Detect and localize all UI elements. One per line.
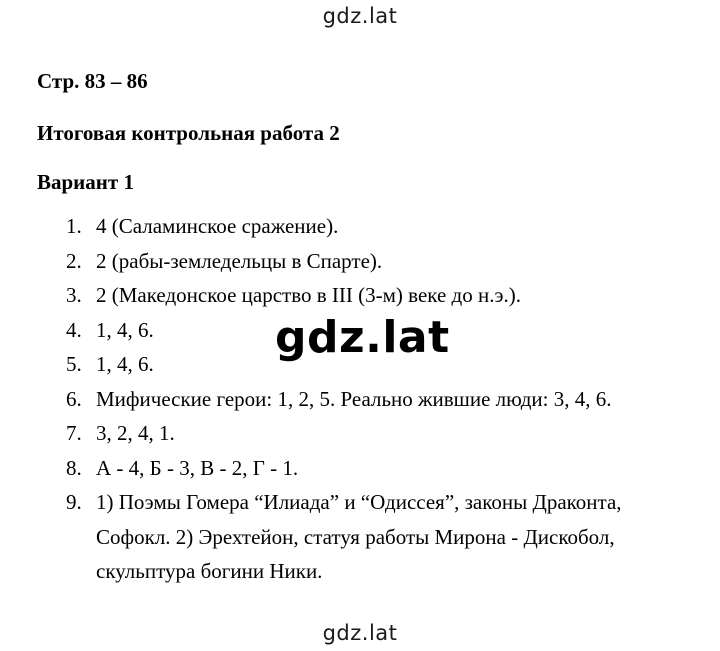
answer-text (96, 382, 706, 417)
answer-item-2 (66, 244, 706, 279)
answer-number: 8. (66, 455, 82, 480)
page-range-heading: Стр. 83 – 86 (37, 69, 148, 93)
answer-line: 1, 4, 6. (96, 352, 154, 376)
watermark-bottom: gdz.lat (322, 621, 398, 645)
answer-number: 3. (66, 283, 82, 307)
answer-text (96, 209, 706, 244)
answer-text (96, 485, 706, 589)
answer-number: 6. (66, 386, 82, 411)
answer-number: 1. (66, 214, 82, 238)
answer-line: Софокл. 2) Эрехтейон, статуя работы Мирона - Дискобол, (96, 524, 615, 549)
answer-item-1 (66, 209, 706, 244)
answer-line: Мифические герои: 1, 2, 5. Реально жившие люди: 3, 4, 6. (96, 386, 612, 411)
answer-line: А - 4, Б - 3, В - 2, Г - 1. (96, 455, 299, 480)
answer-line: 4 (Саламинское сражение). (96, 214, 339, 238)
answer-number: 9. (66, 490, 82, 514)
watermark-top: gdz.lat (322, 4, 398, 28)
answer-number: 7. (66, 421, 82, 445)
test-title-heading: Итоговая контрольная работа 2 (37, 121, 340, 145)
answer-line: 1, 4, 6. (96, 317, 154, 342)
answer-item-9 (66, 485, 706, 589)
answer-item-3 (66, 278, 706, 313)
answer-line: 2 (рабы-земледельцы в Спарте). (96, 248, 383, 273)
answer-text (96, 416, 706, 451)
variant-heading: Вариант 1 (37, 170, 134, 194)
answer-number: 2. (66, 248, 82, 273)
answer-item-8 (66, 451, 706, 486)
answer-line: скульптура богини Ники. (96, 559, 323, 583)
answer-line: 3, 2, 4, 1. (96, 421, 175, 445)
answer-text (96, 451, 706, 486)
answer-text (96, 244, 706, 279)
answer-number: 4. (66, 317, 82, 342)
answer-line: 1) Поэмы Гомера “Илиада” и “Одиссея”, законы Драконта, (96, 490, 622, 514)
watermark-center: gdz.lat (275, 312, 450, 363)
answer-item-7 (66, 416, 706, 451)
answers-list (66, 209, 706, 589)
answer-item-6 (66, 382, 706, 417)
answer-text (96, 278, 706, 313)
answer-number: 5. (66, 352, 82, 376)
answer-line: 2 (Македонское царство в III (3-м) веке до н.э.). (96, 283, 521, 307)
